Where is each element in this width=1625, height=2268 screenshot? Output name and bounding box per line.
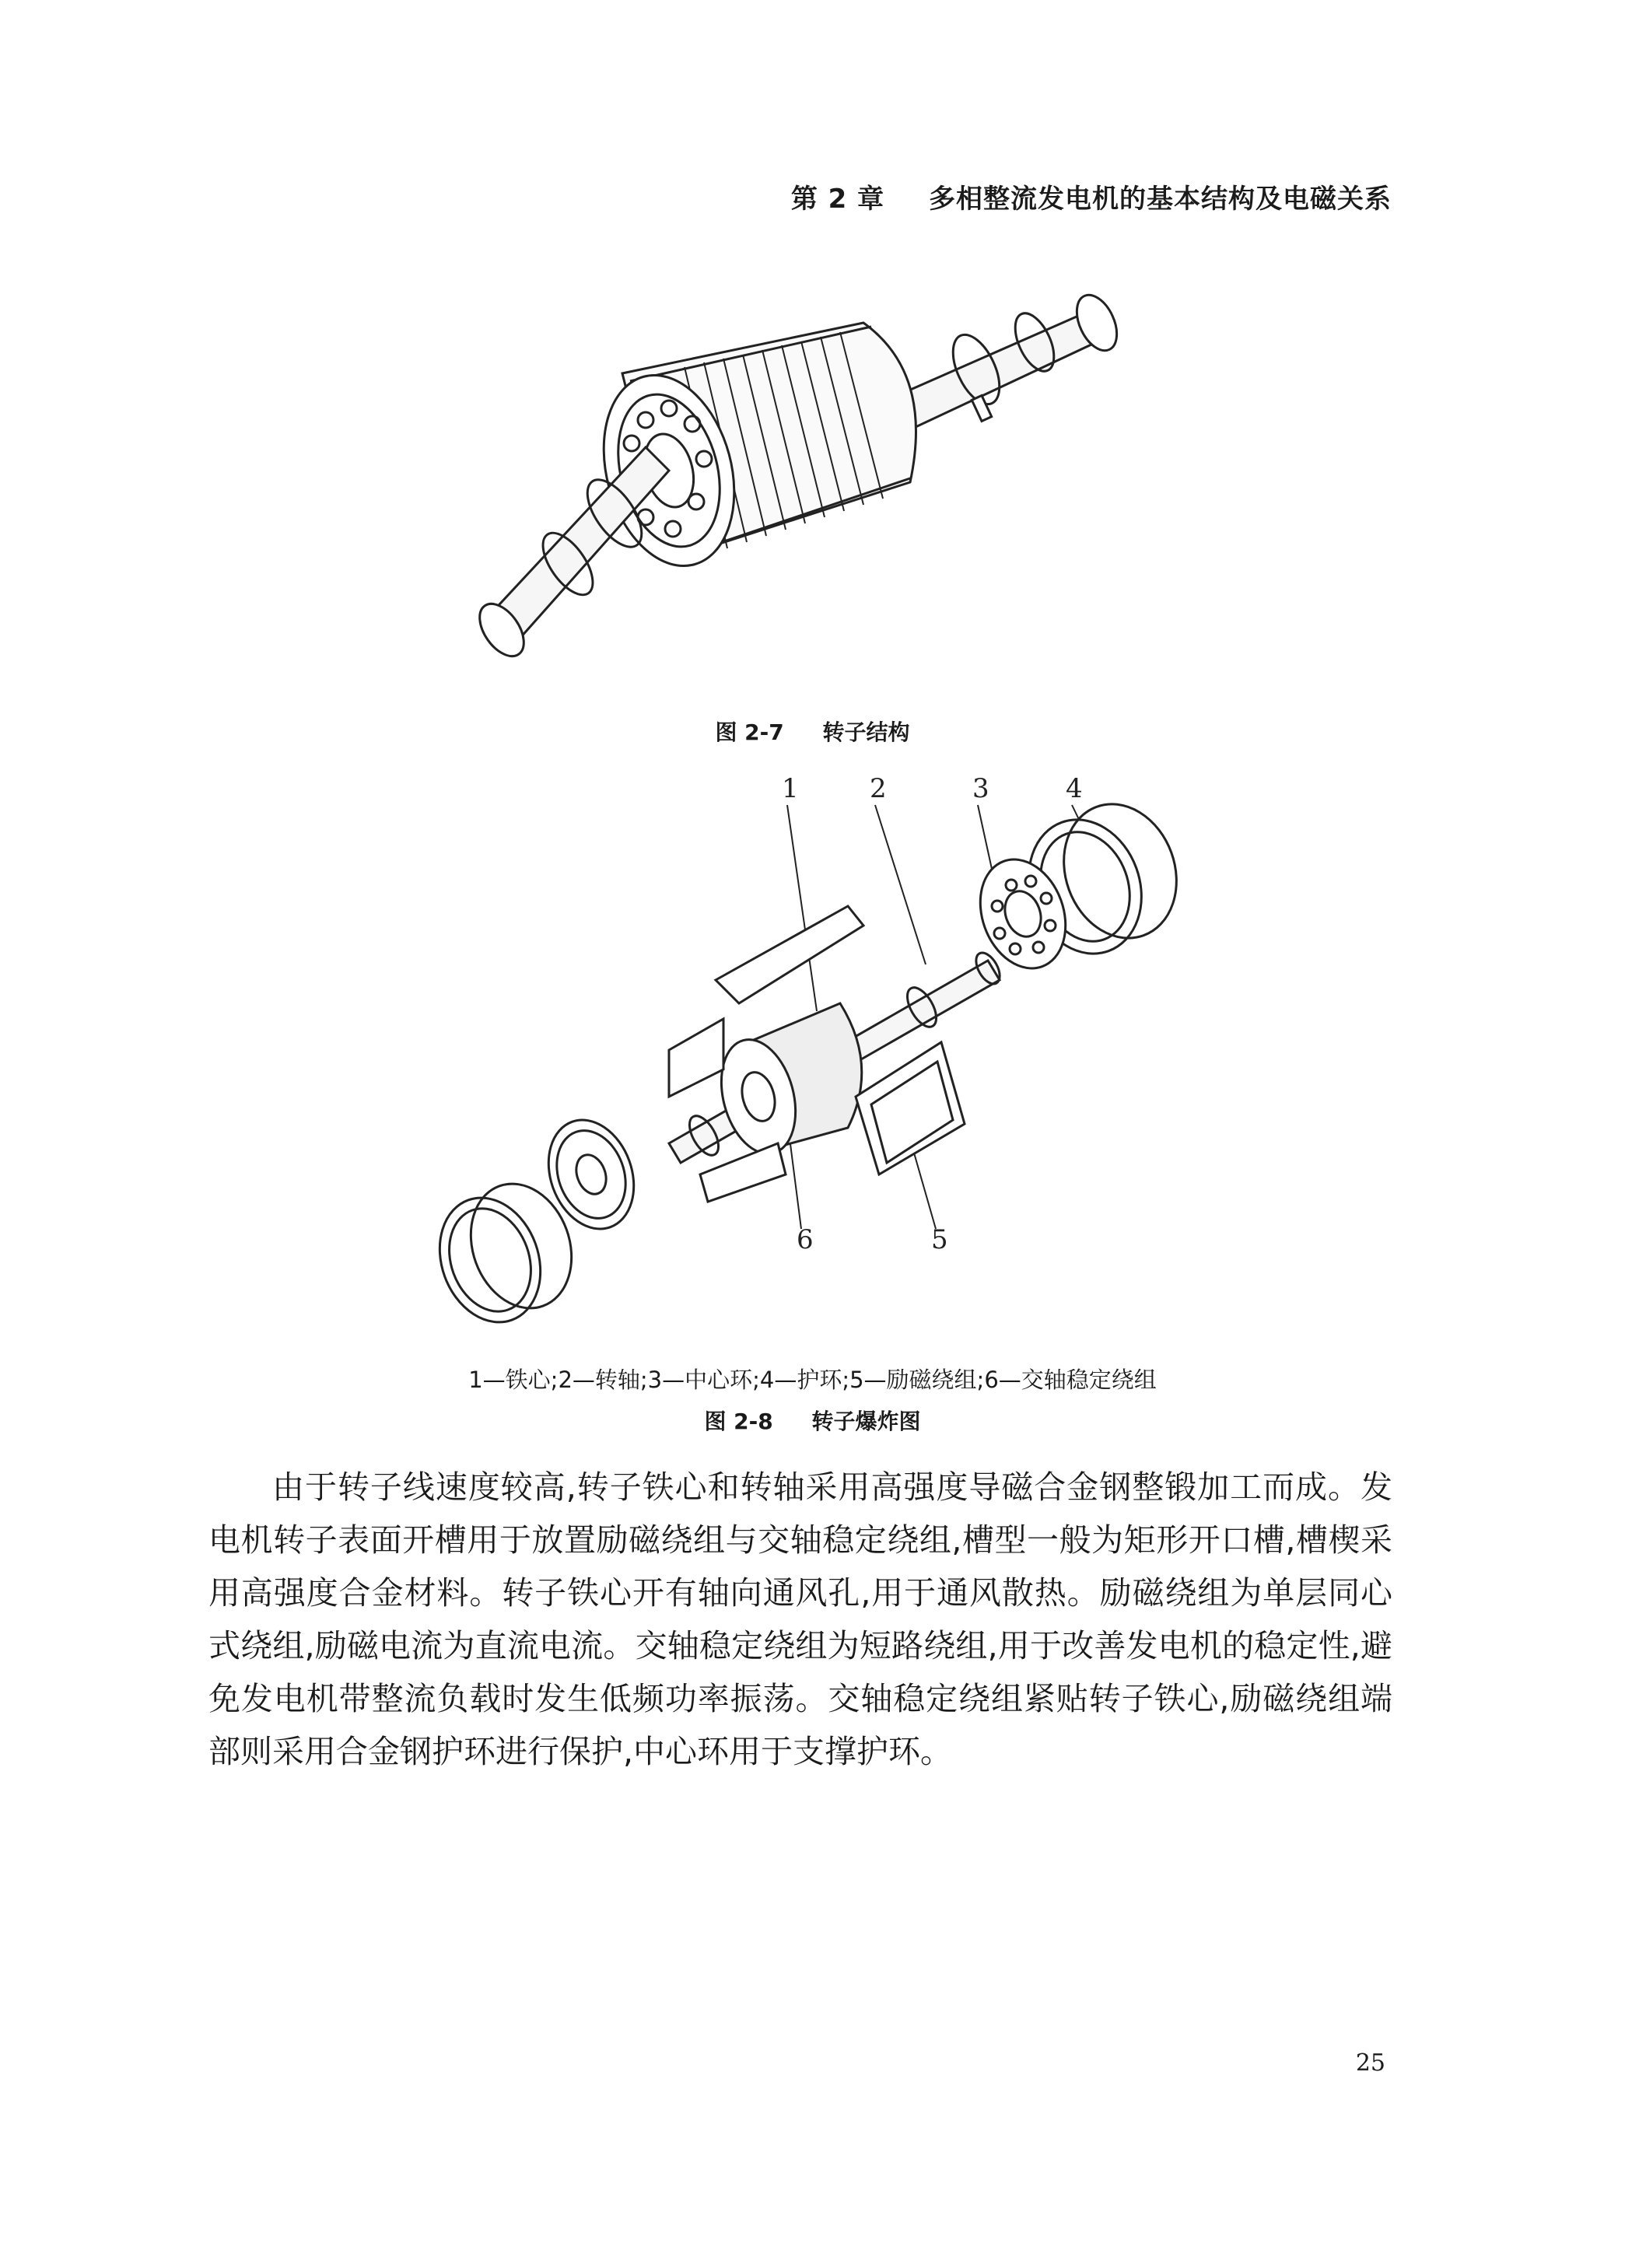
figure-number: 图 2-7 — [715, 719, 784, 745]
running-header — [791, 177, 1392, 215]
chapter-title: 多相整流发电机的基本结构及电磁关系 — [929, 184, 1392, 215]
iron-core — [709, 1003, 862, 1162]
callout-3: 3 — [972, 773, 989, 804]
figure-title: 转子结构 — [822, 719, 910, 745]
rotor-assembly-figure — [0, 280, 1625, 700]
figure-title: 转子爆炸图 — [811, 1409, 921, 1434]
right-shaft — [895, 289, 1125, 428]
page-number: 25 — [1355, 2049, 1385, 2077]
callout-2: 2 — [870, 773, 887, 804]
callout-6: 6 — [797, 1224, 814, 1255]
figure-legend: 1—铁心;2—转轴;3—中心环;4—护环;5—励磁绕组;6—交轴稳定绕组 — [468, 1367, 1157, 1393]
rotor-exploded-figure — [0, 770, 1625, 1346]
figure-caption-2-8 — [0, 1405, 1625, 1436]
callout-4: 4 — [1066, 773, 1083, 804]
chapter-number: 第 2 章 — [790, 184, 885, 215]
body-text — [208, 1461, 1392, 1778]
left-shaft — [471, 447, 669, 664]
center-ring-left — [534, 1108, 649, 1241]
callout-1: 1 — [782, 773, 799, 804]
callout-5: 5 — [931, 1224, 948, 1255]
body-paragraph: 由于转子线速度较高,转子铁心和转轴采用高强度导磁合金钢整锻加工而成。发电机转子表面开槽用于放置励磁绕组与交轴稳定绕组,槽型一般为矩形开口槽,槽楔采用高强度合金材料。转子铁心开有轴向通风孔,用于通风散热。励磁绕组为单层同心式绕组,励磁电流为直流电流。交轴稳定绕组为短路绕组,用于改善发电机的稳定性,避免发电机带整流负载时发生低频功率振荡。交轴稳定绕组紧贴转子铁心,励磁绕组端部则采用合金钢护环进行保护,中心环用于支撑护环。 — [208, 1468, 1392, 1770]
figure-caption-2-7 — [0, 716, 1625, 747]
figure-number: 图 2-8 — [704, 1409, 773, 1434]
